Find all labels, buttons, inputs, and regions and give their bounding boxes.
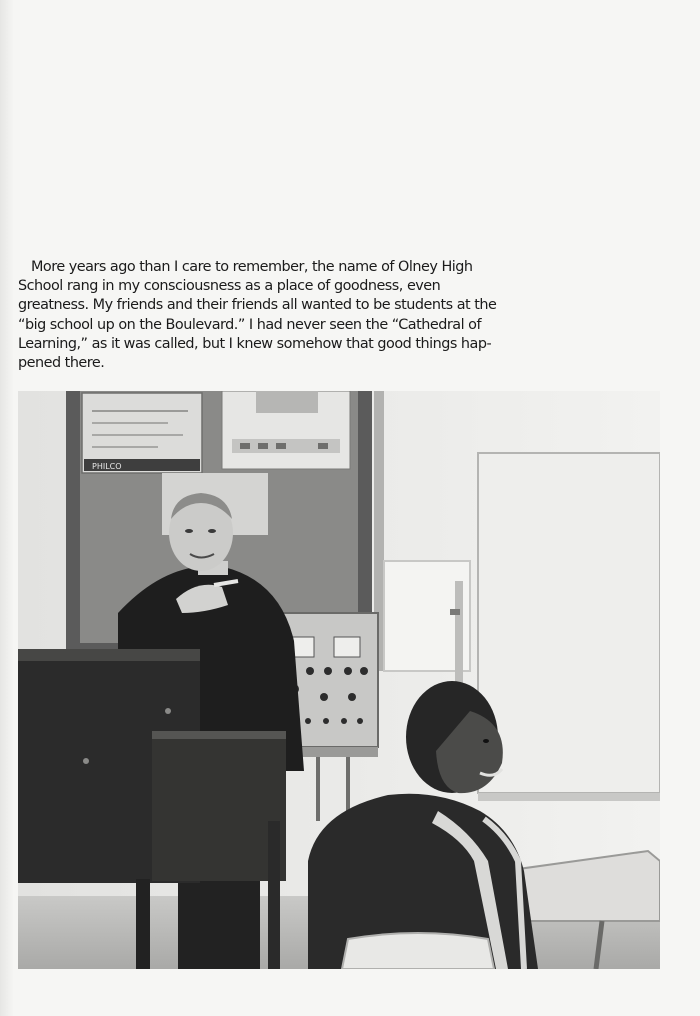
intro-line: Learning,” as it was called, but I knew somehow that good things hap-: [18, 335, 492, 352]
intro-line: More years ago than I care to remember, the name of Olney High: [31, 259, 473, 275]
chalkboard: [478, 453, 660, 793]
intro-line: greatness. My friends and their friends all wanted to be students at the: [18, 297, 497, 314]
chair: [342, 933, 494, 969]
intro-paragraph: [18, 258, 558, 373]
intro-line: “big school up on the Boulevard.” I had never seen the “Cathedral of: [18, 316, 482, 333]
classroom-photo-drawing: [18, 391, 660, 969]
page-edge: [0, 0, 14, 1016]
classroom-photo: [18, 391, 660, 969]
poster-label: PHILCO: [92, 462, 122, 471]
intro-line: School rang in my consciousness as a place of goodness, even: [18, 278, 441, 295]
intro-line: pened there.: [18, 355, 105, 372]
